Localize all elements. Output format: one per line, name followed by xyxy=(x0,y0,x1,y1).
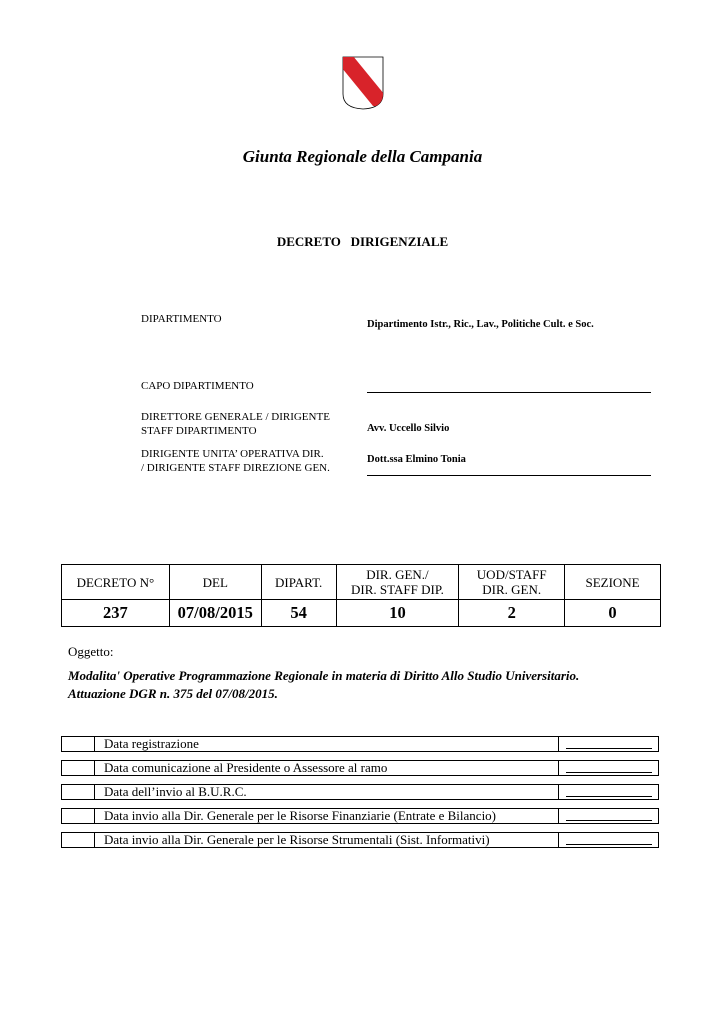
registry-date-blank xyxy=(558,809,658,823)
campania-coat-of-arms-icon xyxy=(342,56,384,110)
header-del: DEL xyxy=(169,565,261,600)
header-decreto-n: DECRETO N° xyxy=(62,565,170,600)
dirigente-label-line1: DIRIGENTE UNITA’ OPERATIVA DIR. xyxy=(141,448,324,460)
header-dir-gen: DIR. GEN./ DIR. STAFF DIP. xyxy=(336,565,459,600)
registry-row xyxy=(61,784,659,800)
registry-label: Data dell’invio al B.U.R.C. xyxy=(104,784,247,799)
registry-label: Data registrazione xyxy=(104,736,199,751)
registry-date-blank xyxy=(558,785,658,799)
dipartimento-value: Dipartimento Istr., Ric., Lav., Politiche Cult. e Soc. xyxy=(367,319,594,330)
oggetto-label: Oggetto: xyxy=(68,644,114,659)
decree-info-table xyxy=(61,564,661,627)
registry-label: Data comunicazione al Presidente o Assessore al ramo xyxy=(104,760,388,775)
registry-checkbox xyxy=(62,833,95,847)
oggetto-text xyxy=(68,667,668,703)
dirigente-blank-line xyxy=(367,475,651,476)
document-type-title: DECRETO DIRIGENZIALE xyxy=(276,234,449,249)
capo-dipartimento-blank-line xyxy=(367,392,651,393)
direttore-value: Avv. Uccello Silvio xyxy=(367,423,450,434)
registry-row xyxy=(61,832,659,848)
region-title: Giunta Regionale della Campania xyxy=(242,147,483,166)
dirigente-label-line2: / DIRIGENTE STAFF DIREZIONE GEN. xyxy=(141,462,330,474)
registry-checkbox xyxy=(62,761,95,775)
registry-date-blank xyxy=(558,737,658,751)
registry-row xyxy=(61,760,659,776)
value-uod-staff: 2 xyxy=(459,600,565,627)
dirigente-value: Dott.ssa Elmino Tonia xyxy=(367,454,466,465)
registry-date-blank xyxy=(558,833,658,847)
oggetto-line1: Modalita' Operative Programmazione Regionale in materia di Diritto Allo Studio Universitario. xyxy=(68,668,580,683)
header-sezione: SEZIONE xyxy=(565,565,661,600)
registry-row xyxy=(61,736,659,752)
direttore-label-line2: STAFF DIPARTIMENTO xyxy=(141,425,257,437)
dipartimento-label: DIPARTIMENTO xyxy=(141,313,222,325)
value-decreto-n: 237 xyxy=(62,600,170,627)
registry-label: Data invio alla Dir. Generale per le Risorse Strumentali (Sist. Informativi) xyxy=(104,832,490,847)
registry-date-blank xyxy=(558,761,658,775)
value-dipart: 54 xyxy=(261,600,336,627)
registry-checkbox xyxy=(62,809,95,823)
registry-label: Data invio alla Dir. Generale per le Risorse Finanziarie (Entrate e Bilancio) xyxy=(104,808,497,823)
header-uod-staff: UOD/STAFF DIR. GEN. xyxy=(459,565,565,600)
header-dipart: DIPART. xyxy=(261,565,336,600)
value-sezione: 0 xyxy=(565,600,661,627)
value-dir-gen: 10 xyxy=(336,600,459,627)
registry-checkbox xyxy=(62,737,95,751)
capo-dipartimento-label: CAPO DIPARTIMENTO xyxy=(141,380,254,392)
oggetto-line2: Attuazione DGR n. 375 del 07/08/2015. xyxy=(68,686,278,701)
registry-row xyxy=(61,808,659,824)
registry-checkbox xyxy=(62,785,95,799)
direttore-label-line1: DIRETTORE GENERALE / DIRIGENTE xyxy=(141,411,330,423)
value-del: 07/08/2015 xyxy=(169,600,261,627)
